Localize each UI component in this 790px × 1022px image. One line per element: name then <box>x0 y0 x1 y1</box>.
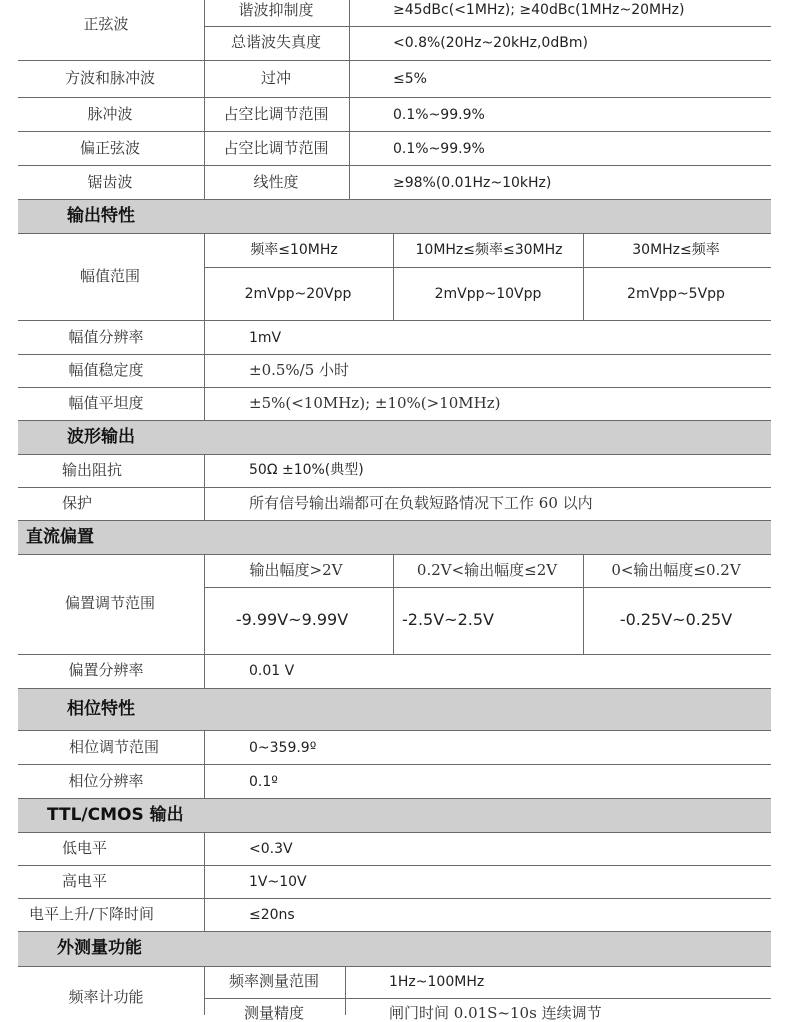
rule <box>204 267 771 268</box>
section-title-waveform-output: 波形输出 <box>67 427 135 447</box>
rule <box>18 454 771 455</box>
protection-value: 所有信号输出端都可在负载短路情况下工作 60 以内 <box>249 494 593 512</box>
rule <box>18 387 771 388</box>
rule <box>583 554 584 654</box>
rule <box>393 554 394 654</box>
thd-label: 总谐波失真度 <box>230 33 322 51</box>
section-title-phase: 相位特性 <box>67 699 135 719</box>
rule <box>18 832 771 833</box>
rule <box>204 454 205 520</box>
phase-range-value: 0~359.9º <box>249 740 317 756</box>
rule <box>18 97 771 98</box>
rule <box>18 354 771 355</box>
rule <box>18 520 771 521</box>
section-band-dc-offset <box>18 520 771 554</box>
counter-range-value: 1Hz~100MHz <box>389 974 485 990</box>
rule <box>204 966 205 1015</box>
offset-header-3: 0<输出幅度≤0.2V <box>611 561 741 579</box>
amplitude-value-3: 2mVpp~5Vpp <box>627 286 725 302</box>
rule <box>18 131 771 132</box>
amplitude-value-1: 2mVpp~20Vpp <box>244 286 352 302</box>
rule <box>18 320 771 321</box>
section-title-ttl: TTL/CMOS 输出 <box>47 805 184 825</box>
rule <box>18 764 771 765</box>
skew-sine-label: 偏正弦波 <box>79 139 141 157</box>
protection-label: 保护 <box>62 494 93 512</box>
phase-resolution-value: 0.1º <box>249 774 278 790</box>
edge-time-label: 电平上升/下降时间 <box>29 905 155 923</box>
rule <box>18 233 771 234</box>
amplitude-flatness-value: ±5%(<10MHz); ±10%(>10MHz) <box>249 394 501 412</box>
rule <box>18 931 771 932</box>
amplitude-header-3: 30MHz≤频率 <box>632 242 720 258</box>
high-level-label: 高电平 <box>62 872 108 890</box>
amplitude-flatness-label: 幅值平坦度 <box>68 394 144 412</box>
offset-value-1: -9.99V~9.99V <box>235 610 349 629</box>
pulse-duty-label: 占空比调节范围 <box>223 105 329 123</box>
rule <box>345 966 346 1015</box>
section-title-dc-offset: 直流偏置 <box>26 527 94 547</box>
rule <box>18 730 771 731</box>
pulse-duty-value: 0.1%~99.9% <box>393 107 485 123</box>
rule <box>18 654 771 655</box>
offset-resolution-label: 偏置分辨率 <box>68 661 144 679</box>
amplitude-header-2: 10MHz≤频率≤30MHz <box>415 242 563 258</box>
offset-range-label: 偏置调节范围 <box>64 594 156 612</box>
counter-accuracy-value: 闸门时间 0.01S~10s 连续调节 <box>389 1004 602 1022</box>
rule <box>18 688 771 689</box>
rule <box>204 730 205 798</box>
amplitude-resolution-value: 1mV <box>249 330 282 346</box>
rule <box>583 233 584 320</box>
phase-resolution-label: 相位分辨率 <box>68 772 144 790</box>
sine-label: 正弦波 <box>83 15 129 33</box>
rule <box>18 165 771 166</box>
offset-header-2: 0.2V<输出幅度≤2V <box>416 561 558 579</box>
high-level-value: 1V~10V <box>249 874 307 890</box>
offset-resolution-value: 0.01 V <box>249 663 295 679</box>
counter-accuracy-label: 测量精度 <box>243 1004 305 1022</box>
rule <box>18 798 771 799</box>
rule <box>204 587 771 588</box>
edge-time-value: ≤20ns <box>249 907 295 923</box>
rule <box>18 199 771 200</box>
offset-value-2: -2.5V~2.5V <box>402 610 494 629</box>
amplitude-stability-label: 幅值稳定度 <box>68 361 144 379</box>
thd-value: <0.8%(20Hz~20kHz,0dBm) <box>393 35 588 51</box>
amplitude-value-2: 2mVpp~10Vpp <box>434 286 542 302</box>
counter-label: 频率计功能 <box>68 988 144 1006</box>
rule <box>204 26 771 27</box>
overshoot-label: 过冲 <box>260 69 292 87</box>
rule <box>18 898 771 899</box>
rule <box>349 0 350 199</box>
rule <box>204 554 205 688</box>
amplitude-header-1: 频率≤10MHz <box>250 242 338 258</box>
impedance-label: 输出阻抗 <box>62 461 123 479</box>
rule <box>393 233 394 320</box>
phase-range-label: 相位调节范围 <box>68 738 160 756</box>
square-pulse-label: 方波和脉冲波 <box>64 69 156 87</box>
low-level-label: 低电平 <box>62 839 108 857</box>
overshoot-value: ≤5% <box>393 71 427 87</box>
rule <box>18 865 771 866</box>
skew-sine-duty-label: 占空比调节范围 <box>223 139 329 157</box>
rule <box>18 966 771 967</box>
section-title-output: 输出特性 <box>67 206 135 226</box>
section-title-ext-measure: 外测量功能 <box>57 938 142 958</box>
offset-value-3: -0.25V~0.25V <box>619 610 733 629</box>
offset-header-1: 输出幅度>2V <box>249 561 343 579</box>
rule <box>18 60 771 61</box>
rule <box>204 0 205 199</box>
linearity-value: ≥98%(0.01Hz~10kHz) <box>393 175 552 191</box>
skew-sine-duty-value: 0.1%~99.9% <box>393 141 485 157</box>
amplitude-resolution-label: 幅值分辨率 <box>68 328 144 346</box>
harmonic-suppression-label: 谐波抑制度 <box>238 1 314 19</box>
harmonic-suppression-value: ≥45dBc(<1MHz); ≥40dBc(1MHz~20MHz) <box>393 2 685 18</box>
amplitude-stability-value: ±0.5%/5 小时 <box>249 361 350 379</box>
sawtooth-label: 锯齿波 <box>87 173 133 191</box>
rule <box>18 420 771 421</box>
rule <box>204 832 205 931</box>
amplitude-range-label: 幅值范围 <box>79 267 141 285</box>
rule <box>204 998 771 999</box>
impedance-value: 50Ω ±10%(典型) <box>249 462 364 478</box>
rule <box>18 487 771 488</box>
rule <box>204 233 205 420</box>
rule <box>18 554 771 555</box>
pulse-label: 脉冲波 <box>87 105 133 123</box>
counter-range-label: 频率测量范围 <box>228 972 320 990</box>
linearity-label: 线性度 <box>253 173 299 191</box>
low-level-value: <0.3V <box>249 841 293 857</box>
